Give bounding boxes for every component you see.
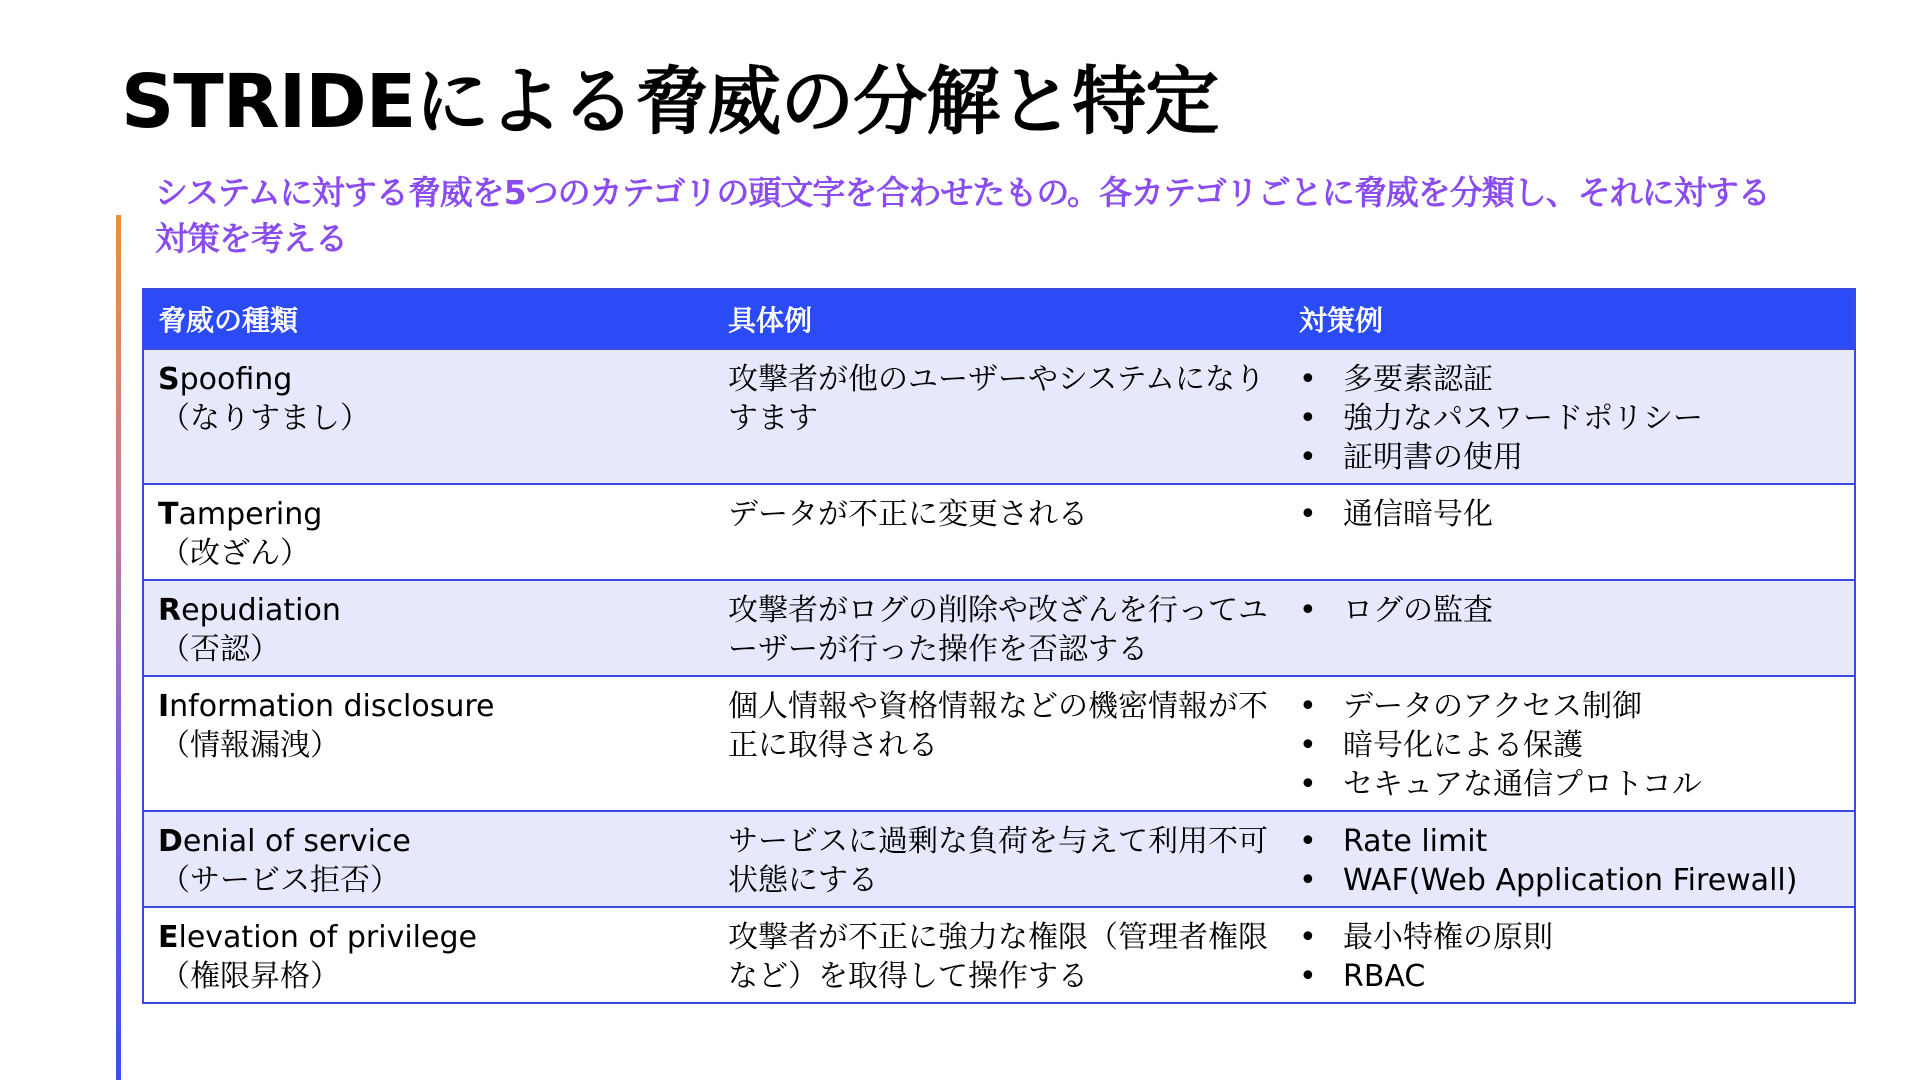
countermeasure-text: 強力なパスワードポリシー — [1343, 401, 1703, 436]
table-body — [143, 349, 1855, 1003]
threat-initial: S — [158, 362, 180, 397]
countermeasure-item — [1299, 861, 1840, 900]
countermeasure-item — [1299, 438, 1840, 477]
threat-name-rest: ampering — [178, 497, 323, 532]
countermeasure-list — [1299, 822, 1840, 900]
threat-name-rest: nformation disclosure — [169, 689, 495, 724]
bullet-glyph: • — [1299, 920, 1317, 955]
threat-name-ja: （権限昇格） — [160, 959, 340, 994]
threat-name-ja: （サービス拒否） — [160, 863, 400, 898]
threat-name-en — [158, 591, 700, 630]
threat-name-rest: enial of service — [182, 824, 411, 859]
threat-initial: R — [158, 593, 182, 628]
slide-subtitle: システムに対する脅威を5つのカテゴリの頭文字を合わせたもの。各カテゴリごとに脅威を分類し、それに対する対策を考える — [155, 173, 1770, 259]
countermeasure-cell — [1285, 907, 1855, 1003]
example-cell: 攻撃者が不正に強力な権限（管理者権限など）を取得して操作する — [714, 907, 1285, 1003]
header-example: 具体例 — [714, 289, 1285, 349]
countermeasure-list — [1299, 591, 1840, 630]
header-threat-type: 脅威の種類 — [143, 289, 714, 349]
countermeasure-text: セキュアな通信プロトコル — [1343, 767, 1702, 802]
countermeasure-cell — [1285, 349, 1855, 484]
threat-name-en — [158, 918, 700, 957]
countermeasure-item — [1299, 918, 1840, 957]
threat-name-en — [158, 495, 700, 534]
countermeasure-list — [1299, 918, 1840, 996]
threat-name-en — [158, 360, 700, 399]
example-cell: 攻撃者が他のユーザーやシステムになりすます — [714, 349, 1285, 484]
countermeasure-item — [1299, 591, 1840, 630]
threat-type-cell — [143, 907, 714, 1003]
threat-initial: T — [158, 497, 179, 532]
bullet-glyph: • — [1299, 863, 1317, 898]
bullet-glyph: • — [1299, 440, 1317, 475]
countermeasure-item — [1299, 726, 1840, 765]
bullet-glyph: • — [1299, 497, 1317, 532]
threat-initial: E — [158, 920, 179, 955]
example-cell: サービスに過剰な負荷を与えて利用不可状態にする — [714, 811, 1285, 907]
countermeasure-cell — [1285, 676, 1855, 811]
table-row — [143, 580, 1855, 676]
countermeasure-item — [1299, 822, 1840, 861]
countermeasure-list — [1299, 360, 1840, 477]
bullet-glyph: • — [1299, 362, 1317, 397]
stride-table — [142, 288, 1856, 1004]
countermeasure-cell — [1285, 811, 1855, 907]
example-cell: 攻撃者がログの削除や改ざんを行ってユーザーが行った操作を否認する — [714, 580, 1285, 676]
threat-name-ja: （改ざん） — [160, 536, 310, 571]
threat-type-cell — [143, 811, 714, 907]
table-row — [143, 349, 1855, 484]
threat-initial: D — [158, 824, 183, 859]
bullet-glyph: • — [1299, 959, 1317, 994]
countermeasure-list — [1299, 687, 1840, 804]
header-countermeasure: 対策例 — [1285, 289, 1855, 349]
example-cell: データが不正に変更される — [714, 484, 1285, 580]
countermeasure-text: Rate limit — [1343, 824, 1488, 859]
bullet-glyph: • — [1299, 593, 1317, 628]
header-row — [143, 289, 1855, 349]
threat-name-rest: epudiation — [181, 593, 341, 628]
countermeasure-text: 暗号化による保護 — [1343, 728, 1583, 763]
countermeasure-cell — [1285, 580, 1855, 676]
table-row — [143, 484, 1855, 580]
bullet-glyph: • — [1299, 401, 1317, 436]
threat-type-cell — [143, 580, 714, 676]
threat-name-rest: levation of privilege — [178, 920, 477, 955]
countermeasure-item — [1299, 765, 1840, 804]
table-row — [143, 676, 1855, 811]
table-row — [143, 811, 1855, 907]
countermeasure-cell — [1285, 484, 1855, 580]
threat-name-en — [158, 687, 700, 726]
countermeasure-item — [1299, 957, 1840, 996]
threat-name-ja: （情報漏洩） — [160, 728, 340, 763]
slide-title: STRIDEによる脅威の分解と特定 — [121, 59, 1219, 145]
bullet-glyph: • — [1299, 689, 1317, 724]
example-cell: 個人情報や資格情報などの機密情報が不正に取得される — [714, 676, 1285, 811]
threat-type-cell — [143, 484, 714, 580]
countermeasure-text: RBAC — [1343, 959, 1426, 994]
countermeasure-item — [1299, 360, 1840, 399]
threat-name-ja: （否認） — [160, 632, 280, 667]
countermeasure-list — [1299, 495, 1840, 534]
threat-type-cell — [143, 676, 714, 811]
bullet-glyph: • — [1299, 824, 1317, 859]
threat-initial: I — [158, 689, 170, 724]
threat-name-en — [158, 822, 700, 861]
countermeasure-text: 最小特権の原則 — [1343, 920, 1553, 955]
countermeasure-text: データのアクセス制御 — [1343, 689, 1643, 724]
countermeasure-text: 通信暗号化 — [1343, 497, 1493, 532]
countermeasure-text: 証明書の使用 — [1343, 440, 1523, 475]
countermeasure-text: 多要素認証 — [1343, 362, 1493, 397]
table-row — [143, 907, 1855, 1003]
accent-bar — [116, 215, 121, 1080]
countermeasure-item — [1299, 495, 1840, 534]
table-header — [143, 289, 1855, 349]
countermeasure-text: ログの監査 — [1343, 593, 1493, 628]
threat-type-cell — [143, 349, 714, 484]
threat-name-rest: poofing — [179, 362, 293, 397]
threat-name-ja: （なりすまし） — [160, 401, 370, 436]
bullet-glyph: • — [1299, 767, 1317, 802]
bullet-glyph: • — [1299, 728, 1317, 763]
countermeasure-item — [1299, 687, 1840, 726]
countermeasure-item — [1299, 399, 1840, 438]
countermeasure-text: WAF(Web Application Firewall) — [1343, 863, 1798, 898]
